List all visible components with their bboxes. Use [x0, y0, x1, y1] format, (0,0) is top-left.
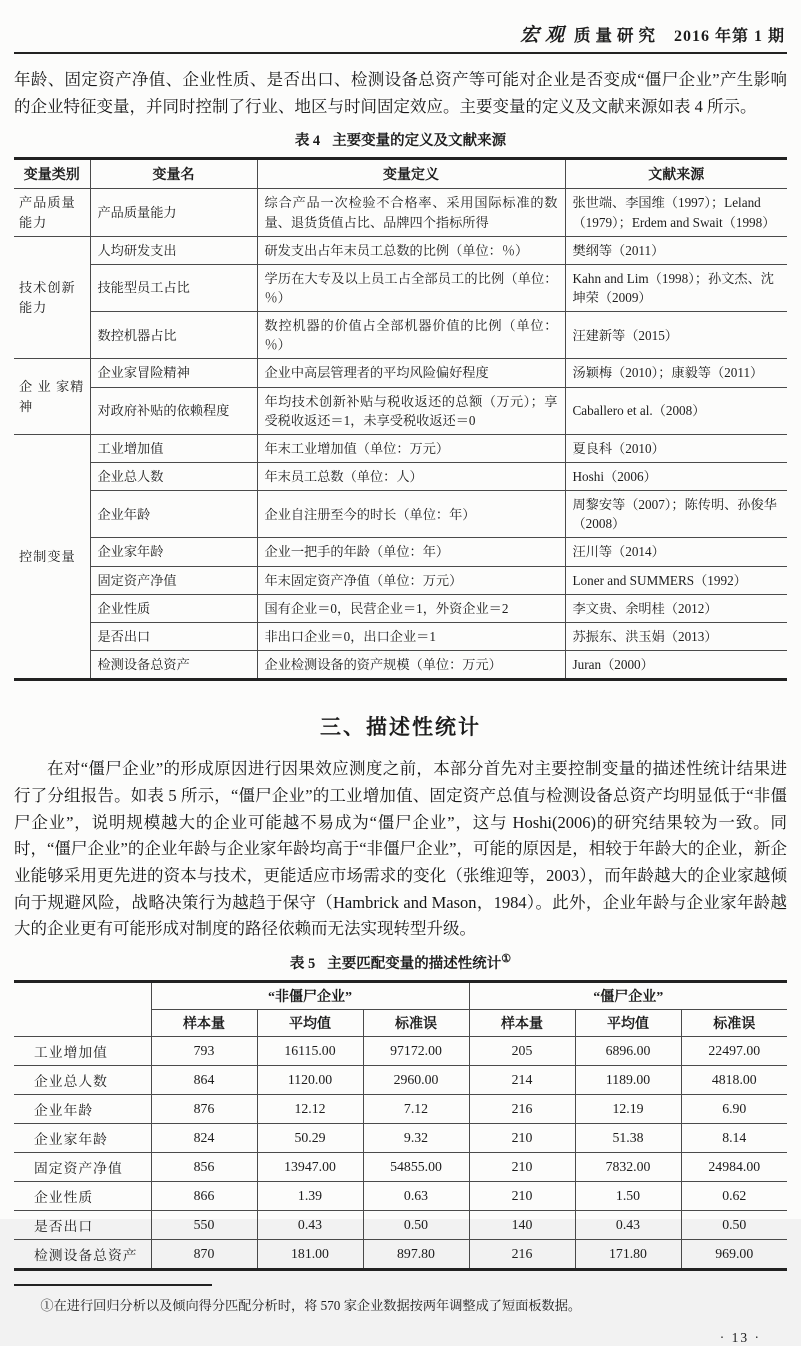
table5-sub-header: 样本量 — [151, 1010, 257, 1037]
table-row — [14, 538, 787, 566]
table5-sub-header: 标准误 — [363, 1010, 469, 1037]
table-row — [14, 1066, 787, 1095]
table5-sub-header: 平均值 — [575, 1010, 681, 1037]
table4-caption — [14, 129, 787, 150]
value-cell: 1.50 — [575, 1182, 681, 1211]
table-row — [14, 462, 787, 490]
source-cell: Hoshi（2006） — [565, 462, 787, 490]
table-row — [14, 359, 787, 387]
table-row — [14, 312, 787, 359]
source-cell: 苏振东、洪玉娟（2013） — [565, 622, 787, 650]
row-label-cell: 固定资产净值 — [14, 1153, 151, 1182]
table5-caption-text: 主要匹配变量的描述性统计 — [327, 956, 502, 973]
table5-sub-header: 平均值 — [257, 1010, 363, 1037]
source-cell: 汪川等（2014） — [565, 538, 787, 566]
table5-descriptive-statistics — [14, 980, 787, 1271]
table-row — [14, 189, 787, 236]
value-cell: 550 — [151, 1211, 257, 1240]
definition-cell: 年末工业增加值（单位：万元） — [257, 434, 565, 462]
source-cell: Juran（2000） — [565, 650, 787, 679]
value-cell: 0.43 — [575, 1211, 681, 1240]
page-number: · 13 · — [719, 1330, 761, 1346]
value-cell: 0.50 — [363, 1211, 469, 1240]
journal-name: 质量研究 — [573, 26, 660, 45]
row-label-cell: 工业增加值 — [14, 1037, 151, 1066]
value-cell: 0.43 — [257, 1211, 363, 1240]
value-cell: 181.00 — [257, 1240, 363, 1270]
variable-name-cell: 企业总人数 — [90, 462, 257, 490]
category-cell: 企 业 家精神 — [14, 359, 90, 434]
value-cell: 24984.00 — [681, 1153, 787, 1182]
definition-cell: 企业一把手的年龄（单位：年） — [257, 538, 565, 566]
definition-cell: 企业中高层管理者的平均风险偏好程度 — [257, 359, 565, 387]
value-cell: 4818.00 — [681, 1066, 787, 1095]
table-row — [14, 1153, 787, 1182]
variable-name-cell: 工业增加值 — [90, 434, 257, 462]
value-cell: 7.12 — [363, 1095, 469, 1124]
source-cell: 李文贵、余明桂（2012） — [565, 594, 787, 622]
value-cell: 2960.00 — [363, 1066, 469, 1095]
variable-name-cell: 检测设备总资产 — [90, 650, 257, 679]
issue-label: 2016 年第 1 期 — [673, 28, 785, 45]
table-row — [14, 1095, 787, 1124]
table4-header-row — [14, 159, 787, 189]
source-cell: Loner and SUMMERS（1992） — [565, 566, 787, 594]
value-cell: 214 — [469, 1066, 575, 1095]
definition-cell: 企业检测设备的资产规模（单位：万元） — [257, 650, 565, 679]
definition-cell: 年均技术创新补贴与税收返还的总额（万元）；享受税收返还＝1，未享受税收返还＝0 — [257, 387, 565, 434]
row-label-cell: 企业家年龄 — [14, 1124, 151, 1153]
value-cell: 216 — [469, 1095, 575, 1124]
row-label-cell: 是否出口 — [14, 1211, 151, 1240]
table5-caption — [14, 952, 787, 973]
table5-corner-cell — [14, 982, 151, 1037]
value-cell: 793 — [151, 1037, 257, 1066]
source-cell: 夏良科（2010） — [565, 434, 787, 462]
section-heading: 三、描述性统计 — [320, 715, 481, 740]
value-cell: 1189.00 — [575, 1066, 681, 1095]
variable-name-cell: 企业年龄 — [90, 491, 257, 538]
value-cell: 171.80 — [575, 1240, 681, 1270]
row-label-cell: 企业总人数 — [14, 1066, 151, 1095]
table5-sub-header: 标准误 — [681, 1010, 787, 1037]
table-row — [14, 566, 787, 594]
table4-col-header-category: 变量类别 — [14, 159, 90, 189]
category-cell: 产品质量能力 — [14, 189, 90, 236]
table4-col-header-source: 文献来源 — [565, 159, 787, 189]
definition-cell: 年末员工总数（单位：人） — [257, 462, 565, 490]
value-cell: 1120.00 — [257, 1066, 363, 1095]
variable-name-cell: 对政府补贴的依赖程度 — [90, 387, 257, 434]
value-cell: 51.38 — [575, 1124, 681, 1153]
value-cell: 97172.00 — [363, 1037, 469, 1066]
source-cell: 张世端、李国维（1997）；Leland（1979）；Erdem and Swait（1998） — [565, 189, 787, 236]
table4-caption-text: 主要变量的定义及文献来源 — [332, 133, 507, 150]
table5-group-header-row — [14, 982, 787, 1010]
value-cell: 12.19 — [575, 1095, 681, 1124]
value-cell: 16115.00 — [257, 1037, 363, 1066]
table-row — [14, 434, 787, 462]
table-row — [14, 1240, 787, 1270]
category-cell: 技术创新能力 — [14, 236, 90, 359]
table5-group-header-zombie: “僵尸企业” — [469, 982, 787, 1010]
source-cell: Kahn and Lim（1998）；孙文杰、沈坤荣（2009） — [565, 264, 787, 311]
value-cell: 897.80 — [363, 1240, 469, 1270]
table-row — [14, 236, 787, 264]
value-cell: 205 — [469, 1037, 575, 1066]
value-cell: 969.00 — [681, 1240, 787, 1270]
table-row — [14, 594, 787, 622]
definition-cell: 国有企业＝0，民营企业＝1，外资企业＝2 — [257, 594, 565, 622]
variable-name-cell: 技能型员工占比 — [90, 264, 257, 311]
definition-cell: 研发支出占年末员工总数的比例（单位：％） — [257, 236, 565, 264]
table5-footnote-marker: ① — [501, 953, 512, 966]
table5-sub-header: 样本量 — [469, 1010, 575, 1037]
value-cell: 870 — [151, 1240, 257, 1270]
value-cell: 210 — [469, 1153, 575, 1182]
value-cell: 866 — [151, 1182, 257, 1211]
definition-cell: 学历在大专及以上员工占全部员工的比例（单位：％） — [257, 264, 565, 311]
value-cell: 856 — [151, 1153, 257, 1182]
source-cell: 周黎安等（2007）；陈传明、孙俊华（2008） — [565, 491, 787, 538]
table4-variable-definitions — [14, 157, 787, 681]
variable-name-cell: 企业家年龄 — [90, 538, 257, 566]
value-cell: 210 — [469, 1124, 575, 1153]
body-paragraph-intro: 年龄、固定资产净值、企业性质、是否出口、检测设备总资产等可能对企业是否变成“僵尸企业”产生影响的企业特征变量，并同时控制了行业、地区与时间固定效应。主要变量的定义及文献来源如表 4 所示。 — [14, 70, 787, 116]
variable-name-cell: 固定资产净值 — [90, 566, 257, 594]
variable-name-cell: 数控机器占比 — [90, 312, 257, 359]
value-cell: 7832.00 — [575, 1153, 681, 1182]
value-cell: 12.12 — [257, 1095, 363, 1124]
definition-cell: 企业自注册至今的时长（单位：年） — [257, 491, 565, 538]
footnote-divider — [14, 1284, 212, 1286]
value-cell: 6896.00 — [575, 1037, 681, 1066]
table4-col-header-name: 变量名 — [90, 159, 257, 189]
value-cell: 0.63 — [363, 1182, 469, 1211]
value-cell: 210 — [469, 1182, 575, 1211]
table5-caption-label: 表 5 — [289, 956, 316, 973]
table-row — [14, 1124, 787, 1153]
value-cell: 1.39 — [257, 1182, 363, 1211]
variable-name-cell: 人均研发支出 — [90, 236, 257, 264]
value-cell: 50.29 — [257, 1124, 363, 1153]
table5-group-header-nonzombie: “非僵尸企业” — [151, 982, 469, 1010]
value-cell: 0.50 — [681, 1211, 787, 1240]
definition-cell: 年末固定资产净值（单位：万元） — [257, 566, 565, 594]
definition-cell: 非出口企业＝0，出口企业＝1 — [257, 622, 565, 650]
row-label-cell: 检测设备总资产 — [14, 1240, 151, 1270]
table-row — [14, 387, 787, 434]
value-cell: 9.32 — [363, 1124, 469, 1153]
variable-name-cell: 产品质量能力 — [90, 189, 257, 236]
value-cell: 0.62 — [681, 1182, 787, 1211]
source-cell: 汪建新等（2015） — [565, 312, 787, 359]
variable-name-cell: 是否出口 — [90, 622, 257, 650]
footnote-text: ①在进行回归分析以及倾向得分匹配分析时，将 570 家企业数据按两年调整成了短面板数据。 — [40, 1298, 582, 1314]
value-cell: 864 — [151, 1066, 257, 1095]
source-cell: 汤颖梅（2010）；康毅等（2011） — [565, 359, 787, 387]
table-row — [14, 491, 787, 538]
table-row — [14, 1037, 787, 1066]
table-row — [14, 1182, 787, 1211]
source-cell: Caballero et al.（2008） — [565, 387, 787, 434]
value-cell: 216 — [469, 1240, 575, 1270]
table4-col-header-definition: 变量定义 — [257, 159, 565, 189]
category-cell: 控制变量 — [14, 434, 90, 679]
value-cell: 8.14 — [681, 1124, 787, 1153]
journal-logo-script: 宏观 — [519, 25, 570, 46]
value-cell: 824 — [151, 1124, 257, 1153]
table4-caption-label: 表 4 — [294, 133, 321, 150]
value-cell: 6.90 — [681, 1095, 787, 1124]
value-cell: 13947.00 — [257, 1153, 363, 1182]
table-row — [14, 622, 787, 650]
variable-name-cell: 企业性质 — [90, 594, 257, 622]
variable-name-cell: 企业家冒险精神 — [90, 359, 257, 387]
definition-cell: 综合产品一次检验不合格率、采用国际标准的数量、退货货值占比、品牌四个指标所得 — [257, 189, 565, 236]
row-label-cell: 企业年龄 — [14, 1095, 151, 1124]
body-paragraph-statistics: 在对“僵尸企业”的形成原因进行因果效应测度之前，本部分首先对主要控制变量的描述性统计结果进行了分组报告。如表 5 所示，“僵尸企业”的工业增加值、固定资产总值与检测设备总资产均明显低于“非僵尸企业”，说明规模越大的企业可能越不易成为“僵尸企业”，这与 Hoshi(2006)的研究结果较为一致。同时，“僵尸企业”的企业年龄与企业家年龄均高于“非僵尸企业”，可能的原因是，相较于年龄大的企业，新企业能够采用更先进的资本与技术，更能适应市场需求的变化（张维迎等，2003），而年龄越大的企业家越倾向于规避风险，战略决策行为越趋于保守（Hambrick and Mason，1984）。此外，企业年龄与企业家年龄越大的企业更有可能形成对制度的路径依赖而无法实现转型升级。 — [14, 759, 787, 939]
running-head — [14, 14, 787, 54]
table-row — [14, 1211, 787, 1240]
value-cell: 140 — [469, 1211, 575, 1240]
source-cell: 樊纲等（2011） — [565, 236, 787, 264]
value-cell: 876 — [151, 1095, 257, 1124]
definition-cell: 数控机器的价值占全部机器价值的比例（单位：％） — [257, 312, 565, 359]
row-label-cell: 企业性质 — [14, 1182, 151, 1211]
value-cell: 22497.00 — [681, 1037, 787, 1066]
value-cell: 54855.00 — [363, 1153, 469, 1182]
table-row — [14, 650, 787, 679]
table-row — [14, 264, 787, 311]
